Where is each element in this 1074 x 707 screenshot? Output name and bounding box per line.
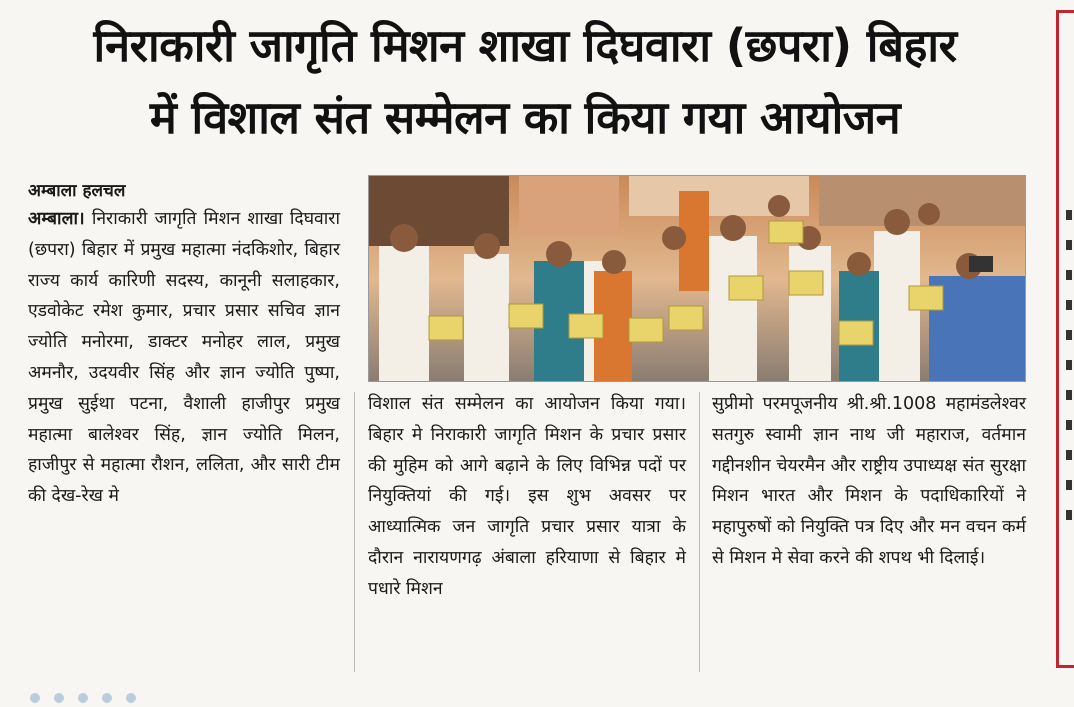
dateline: अम्बाला।	[28, 209, 85, 229]
column-divider-2	[699, 392, 700, 672]
footer-dots	[30, 688, 150, 707]
headline-line-1: निराकारी जागृति मिशन शाखा दिघवारा (छपरा) बिहार	[93, 19, 957, 72]
byline: अम्बाला हलचल	[28, 181, 126, 201]
article-column-3: सुप्रीमो परमपूजनीय श्री.श्री.1008 महामंडलेश्वर सतगुरु स्वामी ज्ञान नाथ जी महाराज, वर्तमान गद्दीनशीन चेयरमैन और राष्ट्रीय उपाध्यक्ष संत सुरक्षा मिशन भारत और मिशन के पदाधिकारियों ने महापुरुषों को नियुक्ति पत्र दिए और मन वचन कर्म से मिशन मे सेवा करने की शपथ भी दिलाई।	[712, 394, 1026, 568]
event-photo	[368, 175, 1026, 382]
article-column-1-text: निराकारी जागृति मिशन शाखा दिघवारा (छपरा) बिहार में प्रमुख महात्मा नंदकिशोर, बिहार राज्य कार्य कारिणी सदस्य, कानूनी सलाहकार, एडवोकेट रमेश कुमार, प्रचार प्रसार सचिव ज्ञान ज्योति मनोरमा, डाक्टर मनोहर लाल, प्रमुख अमनौर, उदयवीर सिंह और ज्ञान ज्योति पुष्पा, प्रमुख सुईथा पटना, वैशाली हाजीपुर प्रमुख महात्मा बालेश्वर सिंह, ज्ञान ज्योति मिलन, हाजीपुर से महात्मा रौशन, ललिता, और सारी टीम की देख-रेख मे	[28, 209, 340, 507]
column-divider-1	[354, 392, 355, 672]
adjacent-article-text-fragments	[1066, 210, 1074, 540]
headline-line-2: में विशाल संत सम्मेलन का किया गया आयोजन	[149, 91, 901, 144]
event-photo-illustration	[369, 176, 1025, 381]
headline	[0, 10, 1050, 154]
article-column-1	[28, 204, 340, 512]
article-column-2: विशाल संत सम्मेलन का आयोजन किया गया। बिहार मे निराकारी जागृति मिशन के प्रचार प्रसार की मुहिम को आगे बढ़ाने के लिए विभिन्न पदों पर नियुक्तियां की गई। इस शुभ अवसर पर आध्यात्मिक जन जागृति प्रचार प्रसार यात्रा के दौरान नारायणगढ़ अंबाला हरियाणा से बिहार मे पधारे मिशन	[368, 394, 686, 599]
